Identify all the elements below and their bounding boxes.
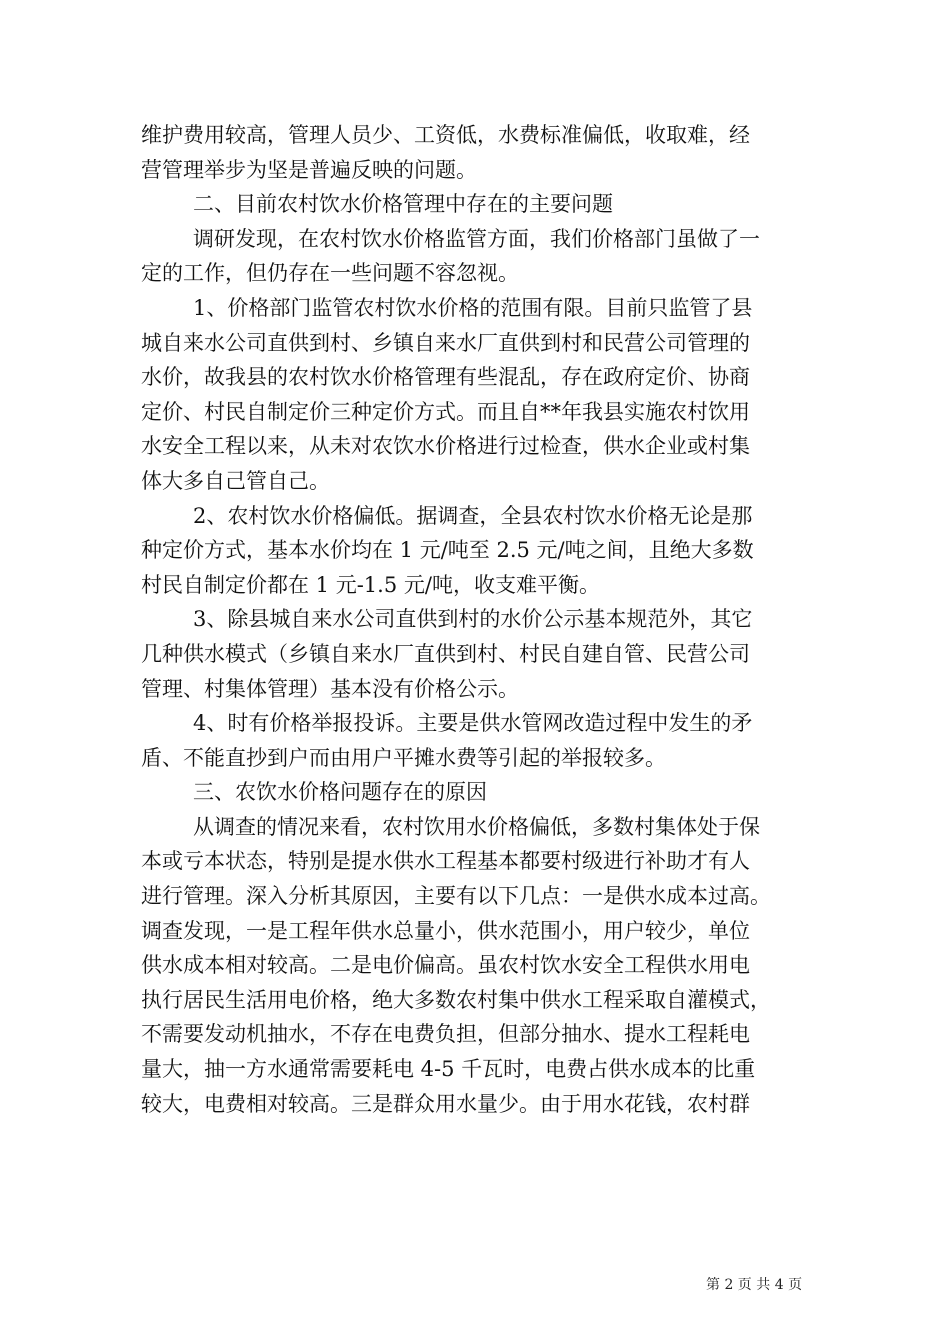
body-line: 几种供水模式（乡镇自来水厂直供到村、村民自建自管、民营公司 (141, 641, 750, 666)
body-line: 2、农村饮水价格偏低。据调查，全县农村饮水价格无论是那 (193, 503, 753, 528)
body-line: 本或亏本状态，特别是提水供水工程基本都要村级进行补助才有人 (141, 849, 750, 874)
body-line: 进行管理。深入分析其原因，主要有以下几点：一是供水成本过高。 (141, 884, 771, 909)
section-heading: 三、农饮水价格问题存在的原因 (193, 780, 487, 805)
body-line: 营管理举步为坚是普遍反映的问题。 (141, 157, 477, 182)
body-line: 城自来水公司直供到村、乡镇自来水厂直供到村和民营公司管理的 (141, 330, 750, 355)
body-line: 村民自制定价都在 1 元-1.5 元/吨，收支难平衡。 (141, 572, 600, 597)
body-line: 执行居民生活用电价格，绝大多数农村集中供水工程采取自灌模式， (141, 987, 771, 1012)
body-line: 调研发现，在农村饮水价格监管方面，我们价格部门虽做了一 (193, 226, 760, 251)
body-line: 1、价格部门监管农村饮水价格的范围有限。目前只监管了县 (193, 295, 753, 320)
body-line: 从调查的情况来看，农村饮用水价格偏低，多数村集体处于保 (193, 814, 760, 839)
body-line: 管理、村集体管理）基本没有价格公示。 (141, 676, 519, 701)
body-line: 水价，故我县的农村饮水价格管理有些混乱，存在政府定价、协商 (141, 365, 750, 390)
section-heading: 二、目前农村饮水价格管理中存在的主要问题 (193, 192, 613, 217)
body-line: 维护费用较高，管理人员少、工资低，水费标准偏低，收取难，经 (141, 123, 750, 147)
body-line: 盾、不能直抄到户而由用户平摊水费等引起的举报较多。 (141, 745, 666, 770)
body-line: 定价、村民自制定价三种定价方式。而且自**年我县实施农村饮用 (141, 399, 750, 424)
body-line: 体大多自己管自己。 (141, 468, 330, 493)
body-line: 较大，电费相对较高。三是群众用水量少。由于用水花钱，农村群 (141, 1091, 750, 1116)
body-line: 调查发现，一是工程年供水总量小，供水范围小，用户较少，单位 (141, 918, 750, 943)
body-line: 供水成本相对较高。二是电价偏高。虽农村饮水安全工程供水用电 (141, 953, 750, 978)
body-line: 3、除县城自来水公司直供到村的水价公示基本规范外，其它 (193, 607, 753, 632)
body-line: 水安全工程以来，从未对农饮水价格进行过检查，供水企业或村集 (141, 434, 750, 459)
page-number-footer: 第 2 页 共 4 页 (706, 1277, 803, 1293)
body-line: 4、时有价格举报投诉。主要是供水管网改造过程中发生的矛 (193, 711, 753, 736)
body-line: 不需要发动机抽水，不存在电费负担，但部分抽水、提水工程耗电 (141, 1022, 750, 1047)
body-line: 种定价方式，基本水价均在 1 元/吨至 2.5 元/吨之间，且绝大多数 (141, 538, 754, 563)
document-body (141, 118, 813, 1121)
body-line: 量大，抽一方水通常需要耗电 4-5 千瓦时，电费占供水成本的比重 (141, 1057, 756, 1082)
body-line: 定的工作，但仍存在一些问题不容忽视。 (141, 261, 519, 286)
